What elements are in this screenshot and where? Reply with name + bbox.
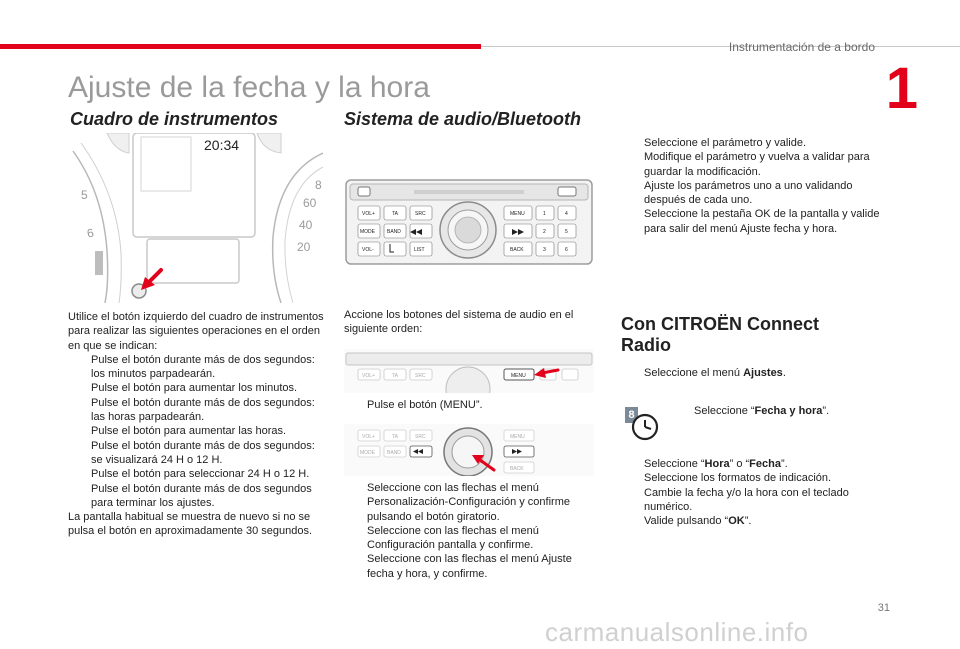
src-label: SRC [415,211,426,217]
header-red-bar [0,44,481,49]
audio-system-illustration [344,178,594,266]
clock-icon [631,412,661,442]
band-label: BAND [387,229,401,235]
svg-text:MENU: MENU [511,373,526,379]
page-title: Ajuste de la fecha y la hora [68,71,430,104]
audio-system-menu-crop [344,349,594,393]
chapter-title: Instrumentación de a bordo [728,40,875,54]
list-item: Seleccione el parámetro y valide. [644,137,807,149]
col1-intro: Utilice el botón izquierdo del cuadro de instrumentos para realizar las siguientes operaciones en el orden en que se indican: [68,311,324,352]
clock-settings-icon [625,407,663,441]
svg-text:8: 8 [315,178,322,192]
instrument-cluster-illustration [67,133,323,303]
watermark: carmanualsonline.info [545,617,809,647]
list-item: Ajuste los parámetros uno a uno validando después de cada uno. [644,179,853,207]
list-item: Pulse el botón para seleccionar 24 H o 12 H. [91,468,310,481]
col1-steps [68,353,326,510]
svg-text:1: 1 [543,211,546,217]
list-item: Seleccione con las flechas el menú Ajuste fecha y hora, y confirme. [367,553,572,580]
list-item: Cambie la fecha y/o la hora con el teclado numérico. [644,486,849,513]
list-item: Seleccione con las flechas el menú Configuración pantalla y confirme. [367,524,539,552]
heading-cuadro: Cuadro de instrumentos [70,109,279,129]
list-item: Seleccione el menú Ajustes. [644,367,786,379]
col3-step-fecha [671,404,883,418]
list-item: Pulse el botón para aumentar las horas. [91,425,287,438]
svg-text:4: 4 [565,211,568,217]
list-item: Seleccione con las flechas el menú Personalización-Configuración y confirme pulsando el botón giratorio. [367,482,570,523]
svg-text:BAND: BAND [387,450,401,456]
list-item: Seleccione “Hora” o “Fecha”. [644,458,788,470]
svg-text:BACK: BACK [510,466,524,472]
svg-text:5: 5 [81,188,88,202]
menu-label: MENU [510,211,525,217]
list-item: Pulse el botón durante más de dos segundos: las horas parpadearán. [91,396,315,424]
col3-step-ajustes [621,366,883,380]
list-item: Pulse el botón (MENU”. [367,399,483,411]
list-item: Pulse el botón durante más de dos segundos: los minutos parpadearán. [91,353,315,381]
ta-label: TA [392,211,399,217]
heading-connect-radio: Con CITROËN Connect Radio [621,314,819,355]
svg-text:MODE: MODE [360,450,375,456]
list-label: LIST [414,247,425,253]
col3-steps-bottom [621,457,883,528]
back-label: BACK [510,247,524,253]
col1-instructions [68,310,326,539]
svg-text:6: 6 [85,225,95,241]
svg-text:40: 40 [299,218,313,232]
chapter-number: 1 [885,56,918,121]
list-item: Seleccione los formatos de indicación. [644,472,832,485]
vol-down-label: VOL- [362,247,374,253]
col2-intro: Accione los botones del sistema de audio en el siguiente orden: [344,309,574,336]
clock-display: 20:34 [204,137,240,153]
col2-step-menu [344,398,599,412]
svg-text:TA: TA [392,434,399,440]
mode-label: MODE [360,229,375,235]
col3-steps-top [621,136,883,236]
svg-text:SRC: SRC [415,434,426,440]
list-item: Pulse el botón para aumentar los minutos. [91,382,298,395]
svg-text:MENU: MENU [510,434,525,440]
step-badge: 8 [625,407,638,423]
vol-up-label: VOL+ [362,211,375,217]
col1-outro: La pantalla habitual se muestra de nuevo si no se pulsa el botón en aproximadamente 30 segundos. [68,511,313,538]
list-item: Seleccione “Fecha y hora”. [694,405,830,417]
svg-text:TA: TA [392,373,399,379]
svg-text:SRC: SRC [415,373,426,379]
svg-text:5: 5 [565,229,568,235]
svg-text:6: 6 [565,247,568,253]
svg-text:20: 20 [297,240,311,254]
list-item: Modifique el parámetro y vuelva a validar para guardar la modificación. [644,151,870,178]
svg-text:2: 2 [543,229,546,235]
list-item: Valide pulsando “OK”. [644,515,752,528]
page-number: 31 [877,602,890,614]
svg-text:60: 60 [303,196,317,210]
list-item: Seleccione la pestaña OK de la pantalla y valide para salir del menú Ajuste fecha y hora. [644,208,880,235]
list-item: Pulse el botón durante más de dos segundos: se visualizará 24 H o 12 H. [91,439,315,466]
heading-sistema-audio: Sistema de audio/Bluetooth [344,109,582,129]
list-item: Pulse el botón durante más de dos segundos para terminar los ajustes. [91,482,312,509]
svg-text:3: 3 [543,247,546,253]
audio-system-knob-crop [344,424,594,476]
header-rule [481,46,960,47]
col2-steps [344,481,599,581]
svg-text:VOL+: VOL+ [362,434,375,440]
svg-text:VOL+: VOL+ [362,373,375,379]
